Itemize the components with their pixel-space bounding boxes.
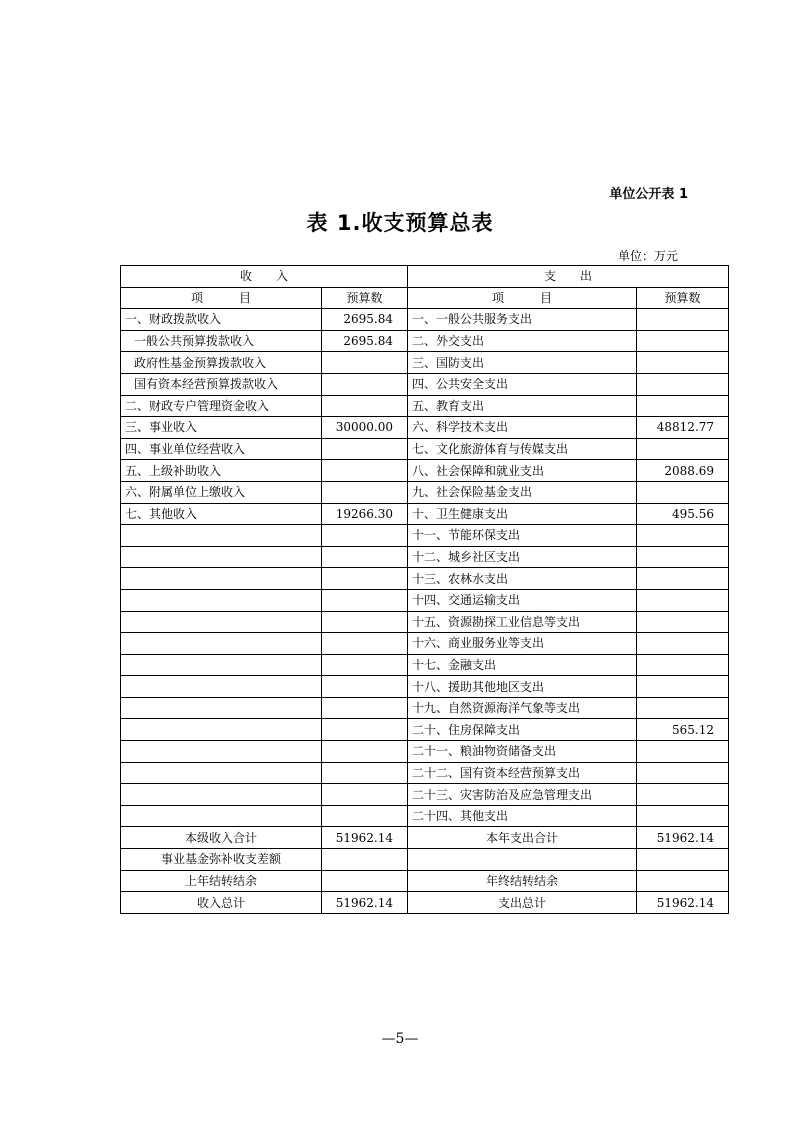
income-value-cell xyxy=(322,654,408,676)
expense-item-cell xyxy=(408,849,637,871)
expense-value-cell xyxy=(637,330,729,352)
income-item-cell: 事业基金弥补收支差额 xyxy=(121,849,322,871)
income-value-cell xyxy=(322,870,408,892)
expense-item-cell: 二十四、其他支出 xyxy=(408,805,637,827)
expense-item-cell: 十三、农林水支出 xyxy=(408,568,637,590)
expense-value-cell xyxy=(637,805,729,827)
income-value-cell xyxy=(322,589,408,611)
expense-item-cell: 二、外交支出 xyxy=(408,330,637,352)
table-row xyxy=(121,395,729,417)
expense-item-cell: 本年支出合计 xyxy=(408,827,637,849)
income-item-cell xyxy=(121,676,322,698)
table-row xyxy=(121,503,729,525)
income-budget-column-header: 预算数 xyxy=(322,287,408,309)
income-value-cell xyxy=(322,805,408,827)
income-value-cell xyxy=(322,568,408,590)
income-item-cell: 政府性基金预算拨款收入 xyxy=(121,352,322,374)
expense-item-column-header: 项 目 xyxy=(408,287,637,309)
expense-value-cell xyxy=(637,633,729,655)
income-value-cell xyxy=(322,438,408,460)
expense-item-cell: 七、文化旅游体育与传媒支出 xyxy=(408,438,637,460)
expense-item-cell: 十九、自然资源海洋气象等支出 xyxy=(408,697,637,719)
income-value-cell: 51962.14 xyxy=(322,827,408,849)
table-row xyxy=(121,525,729,547)
income-item-cell xyxy=(121,805,322,827)
expense-item-cell: 十七、金融支出 xyxy=(408,654,637,676)
expense-value-cell xyxy=(637,870,729,892)
expense-value-cell xyxy=(637,784,729,806)
income-value-cell xyxy=(322,525,408,547)
expense-value-cell xyxy=(637,438,729,460)
table-row xyxy=(121,481,729,503)
expense-value-cell xyxy=(637,589,729,611)
page-number: —5— xyxy=(381,1031,419,1047)
expense-value-cell xyxy=(637,395,729,417)
expense-item-cell: 一、一般公共服务支出 xyxy=(408,309,637,331)
income-value-cell xyxy=(322,762,408,784)
expense-value-cell xyxy=(637,568,729,590)
table-row xyxy=(121,330,729,352)
table-row xyxy=(121,805,729,827)
table-total-row xyxy=(121,827,729,849)
expense-item-cell: 十一、节能环保支出 xyxy=(408,525,637,547)
income-value-cell xyxy=(322,611,408,633)
income-value-cell xyxy=(322,697,408,719)
income-value-cell xyxy=(322,849,408,871)
page-title: 表 1.收支预算总表 xyxy=(306,211,494,235)
income-item-cell: 上年结转结余 xyxy=(121,870,322,892)
income-item-cell xyxy=(121,589,322,611)
expense-item-cell: 二十三、灾害防治及应急管理支出 xyxy=(408,784,637,806)
expense-item-cell: 十四、交通运输支出 xyxy=(408,589,637,611)
expense-value-cell xyxy=(637,373,729,395)
table-row xyxy=(121,676,729,698)
income-item-cell xyxy=(121,741,322,763)
expense-group-header: 支 出 xyxy=(408,266,729,288)
expense-item-cell: 六、科学技术支出 xyxy=(408,417,637,439)
income-item-column-header: 项 目 xyxy=(121,287,322,309)
income-item-cell xyxy=(121,525,322,547)
income-value-cell xyxy=(322,546,408,568)
expense-item-cell: 十八、援助其他地区支出 xyxy=(408,676,637,698)
table-row xyxy=(121,784,729,806)
expense-value-cell xyxy=(637,676,729,698)
income-value-cell xyxy=(322,741,408,763)
expense-value-cell xyxy=(637,352,729,374)
income-item-cell xyxy=(121,697,322,719)
income-value-cell xyxy=(322,352,408,374)
expense-value-cell xyxy=(637,741,729,763)
expense-value-cell: 51962.14 xyxy=(637,827,729,849)
table-row xyxy=(121,568,729,590)
expense-value-cell: 565.12 xyxy=(637,719,729,741)
income-item-cell xyxy=(121,546,322,568)
income-value-cell: 2695.84 xyxy=(322,330,408,352)
income-value-cell xyxy=(322,719,408,741)
income-item-cell: 收入总计 xyxy=(121,892,322,914)
expense-item-cell: 支出总计 xyxy=(408,892,637,914)
table-row xyxy=(121,546,729,568)
unit-label: 单位：万元 xyxy=(617,249,678,263)
income-item-cell: 一、财政拨款收入 xyxy=(121,309,322,331)
expense-value-cell xyxy=(637,611,729,633)
income-value-cell xyxy=(322,784,408,806)
table-row xyxy=(121,762,729,784)
table-total-row xyxy=(121,892,729,914)
expense-item-cell: 九、社会保险基金支出 xyxy=(408,481,637,503)
income-item-cell xyxy=(121,762,322,784)
income-item-cell: 一般公共预算拨款收入 xyxy=(121,330,322,352)
expense-item-cell: 二十一、粮油物资储备支出 xyxy=(408,741,637,763)
income-item-cell xyxy=(121,654,322,676)
income-item-cell: 本级收入合计 xyxy=(121,827,322,849)
income-item-cell: 国有资本经营预算拨款收入 xyxy=(121,373,322,395)
table-row xyxy=(121,352,729,374)
table-row xyxy=(121,589,729,611)
expense-item-cell: 三、国防支出 xyxy=(408,352,637,374)
income-item-cell: 六、附属单位上缴收入 xyxy=(121,481,322,503)
income-value-cell xyxy=(322,633,408,655)
table-row xyxy=(121,373,729,395)
table-row xyxy=(121,438,729,460)
income-item-cell: 二、财政专户管理资金收入 xyxy=(121,395,322,417)
table-column-header-row xyxy=(121,287,729,309)
income-item-cell: 七、其他收入 xyxy=(121,503,322,525)
expense-value-cell xyxy=(637,546,729,568)
table-row xyxy=(121,654,729,676)
expense-value-cell xyxy=(637,762,729,784)
income-item-cell: 三、事业收入 xyxy=(121,417,322,439)
income-value-cell xyxy=(322,460,408,482)
table-row xyxy=(121,611,729,633)
table-row xyxy=(121,697,729,719)
expense-item-cell: 八、社会保障和就业支出 xyxy=(408,460,637,482)
expense-item-cell: 十、卫生健康支出 xyxy=(408,503,637,525)
expense-value-cell: 51962.14 xyxy=(637,892,729,914)
expense-item-cell: 二十、住房保障支出 xyxy=(408,719,637,741)
expense-item-cell: 二十二、国有资本经营预算支出 xyxy=(408,762,637,784)
table-row xyxy=(121,633,729,655)
expense-value-cell xyxy=(637,525,729,547)
expense-item-cell: 四、公共安全支出 xyxy=(408,373,637,395)
income-value-cell: 30000.00 xyxy=(322,417,408,439)
income-item-cell xyxy=(121,633,322,655)
expense-item-cell: 年终结转结余 xyxy=(408,870,637,892)
table-row xyxy=(121,460,729,482)
expense-item-cell: 十六、商业服务业等支出 xyxy=(408,633,637,655)
income-value-cell xyxy=(322,481,408,503)
income-value-cell xyxy=(322,676,408,698)
table-row xyxy=(121,417,729,439)
table-row xyxy=(121,309,729,331)
expense-value-cell: 495.56 xyxy=(637,503,729,525)
expense-item-cell: 五、教育支出 xyxy=(408,395,637,417)
table-row xyxy=(121,719,729,741)
expense-budget-column-header: 预算数 xyxy=(637,287,729,309)
income-item-cell: 四、事业单位经营收入 xyxy=(121,438,322,460)
table-total-row xyxy=(121,849,729,871)
table-total-row xyxy=(121,870,729,892)
income-item-cell xyxy=(121,568,322,590)
income-value-cell: 19266.30 xyxy=(322,503,408,525)
table-row xyxy=(121,741,729,763)
income-value-cell: 2695.84 xyxy=(322,309,408,331)
income-item-cell: 五、上级补助收入 xyxy=(121,460,322,482)
expense-value-cell xyxy=(637,654,729,676)
form-number: 单位公开表 1 xyxy=(609,187,688,202)
expense-item-cell: 十五、资源勘探工业信息等支出 xyxy=(408,611,637,633)
table-group-header-row xyxy=(121,266,729,288)
income-item-cell xyxy=(121,719,322,741)
expense-value-cell: 2088.69 xyxy=(637,460,729,482)
expense-value-cell xyxy=(637,849,729,871)
income-value-cell xyxy=(322,395,408,417)
income-item-cell xyxy=(121,611,322,633)
income-value-cell: 51962.14 xyxy=(322,892,408,914)
income-group-header: 收 入 xyxy=(121,266,408,288)
expense-item-cell: 十二、城乡社区支出 xyxy=(408,546,637,568)
expense-value-cell: 48812.77 xyxy=(637,417,729,439)
expense-value-cell xyxy=(637,481,729,503)
budget-summary-table xyxy=(120,265,729,914)
expense-value-cell xyxy=(637,309,729,331)
expense-value-cell xyxy=(637,697,729,719)
income-item-cell xyxy=(121,784,322,806)
income-value-cell xyxy=(322,373,408,395)
